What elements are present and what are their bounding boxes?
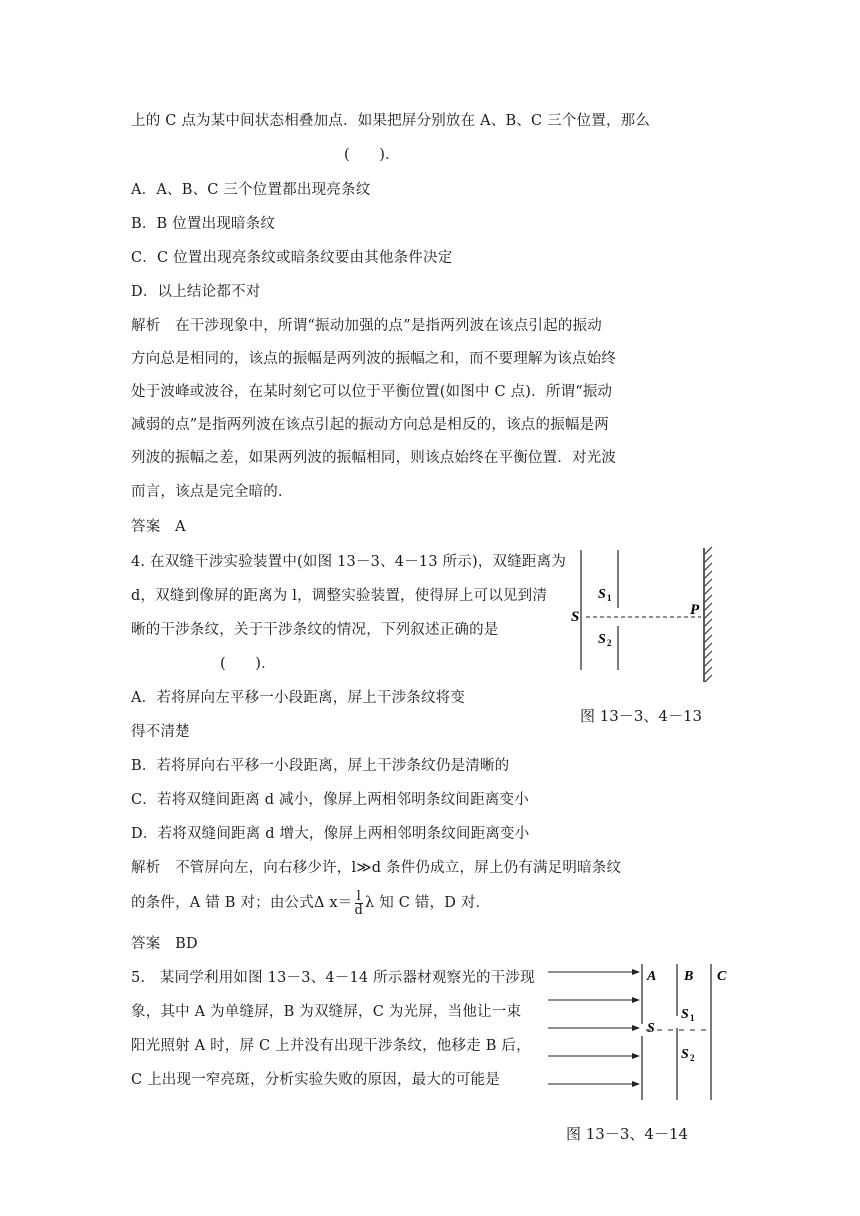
q4-answer-blank: ( )． bbox=[220, 656, 276, 672]
q3-analysis-line: 解析 在干涉现象中，所谓“振动加强的点”是指两列波在该点引起的振动 bbox=[131, 318, 602, 334]
label-b: B bbox=[684, 969, 694, 984]
q5-stem-line: 象，其中 A 为单缝屏，B 为双缝屏，C 为光屏，当他让一束 bbox=[131, 1004, 522, 1020]
single-double-slit-diagram bbox=[540, 960, 740, 1110]
q4-stem-line: 4. 在双缝干涉实验装置中(如图 13－3、4－13 所示)，双缝距离为 bbox=[131, 554, 567, 570]
q4-option-a: A．若将屏向左平移一小段距离，屏上干涉条纹将变 bbox=[131, 690, 466, 706]
label-s: S bbox=[647, 1021, 655, 1036]
q5-stem-line: C 上出现一窄亮斑，分析实验失败的原因，最大的可能是 bbox=[131, 1072, 500, 1088]
q3-analysis-line: 处于波峰或波谷，在某时刻它可以位于平衡位置(如图中 C 点)．所谓“振动 bbox=[131, 384, 613, 400]
double-slit-diagram bbox=[560, 540, 720, 690]
q4-option-c: C．若将双缝间距离 d 减小，像屏上两相邻明条纹间距离变小 bbox=[131, 792, 529, 808]
q3-analysis-line: 减弱的点”是指两列波在该点引起的振动方向总是相反的，该点的振幅是两 bbox=[131, 417, 610, 433]
label-c: C bbox=[717, 969, 727, 984]
label-s: S bbox=[571, 609, 580, 625]
q3-option-b: B．B 位置出现暗条纹 bbox=[131, 216, 276, 232]
q3-stem: 上的 C 点为某中间状态相叠加点．如果把屏分别放在 A、B、C 三个位置，那么 bbox=[131, 113, 651, 129]
q4-answer: 答案 BD bbox=[131, 936, 198, 952]
fraction-numerator: l bbox=[355, 890, 364, 904]
q4-analysis-post: λ 知 C 错，D 对． bbox=[365, 895, 491, 911]
q4-option-b: B．若将屏向右平移一小段距离，屏上干涉条纹仍是清晰的 bbox=[131, 758, 510, 774]
q3-answer-blank: ( )． bbox=[344, 147, 400, 163]
label-s1-sub: 1 bbox=[607, 593, 612, 603]
q4-stem-line: 晰的干涉条纹，关于干涉条纹的情况，下列叙述正确的是 bbox=[131, 622, 499, 638]
q3-answer: 答案 A bbox=[131, 519, 186, 535]
q3-analysis-line: 而言，该点是完全暗的． bbox=[131, 484, 293, 500]
q3-option-c: C．C 位置出现亮条纹或暗条纹要由其他条件决定 bbox=[131, 250, 453, 266]
q3-option-d: D．以上结论都不对 bbox=[131, 284, 261, 300]
q3-option-a: A．A、B、C 三个位置都出现亮条纹 bbox=[131, 182, 371, 198]
q4-option-a-cont: 得不清楚 bbox=[131, 724, 190, 740]
label-s2-sub: 2 bbox=[607, 638, 612, 648]
label-s1: S bbox=[598, 587, 606, 602]
q5-stem-line: 5. 某同学利用如图 13－3、4－14 所示器材观察光的干涉现 bbox=[131, 970, 535, 986]
q3-analysis-line: 列波的振幅之差，如果两列波的振幅相同，则该点始终在平衡位置．对光波 bbox=[131, 450, 617, 466]
figure-caption: 图 13－3、4－14 bbox=[566, 1125, 689, 1143]
fraction-denominator: d bbox=[354, 902, 364, 918]
label-s1-sub: 1 bbox=[690, 1013, 695, 1023]
formula-fraction bbox=[355, 890, 364, 917]
q4-option-d: D．若将双缝间距离 d 增大，像屏上两相邻明条纹间距离变小 bbox=[131, 826, 530, 842]
label-s1: S bbox=[681, 1007, 689, 1022]
q4-analysis-formula-line bbox=[131, 886, 490, 920]
label-p: P bbox=[690, 602, 700, 618]
q3-analysis-line: 方向总是相同的，该点的振幅是两列波的振幅之和，而不要理解为该点始终 bbox=[131, 351, 617, 367]
q5-stem-line: 阳光照射 A 时，屏 C 上并没有出现干涉条纹，他移走 B 后， bbox=[131, 1038, 531, 1054]
label-s2-sub: 2 bbox=[690, 1053, 695, 1063]
q4-analysis-pre: 的条件，A 错 B 对；由公式Δ x＝ bbox=[131, 895, 353, 911]
figure-caption: 图 13－3、4－13 bbox=[580, 707, 703, 725]
q4-analysis-line: 解析 不管屏向左，向右移少许，l≫d 条件仍成立，屏上仍有满足明暗条纹 bbox=[131, 860, 622, 876]
label-s2: S bbox=[681, 1047, 689, 1062]
label-s2: S bbox=[598, 632, 606, 647]
q4-stem-line: d，双缝到像屏的距离为 l，调整实验装置，使得屏上可以见到清 bbox=[131, 588, 548, 604]
label-a: A bbox=[647, 969, 657, 984]
